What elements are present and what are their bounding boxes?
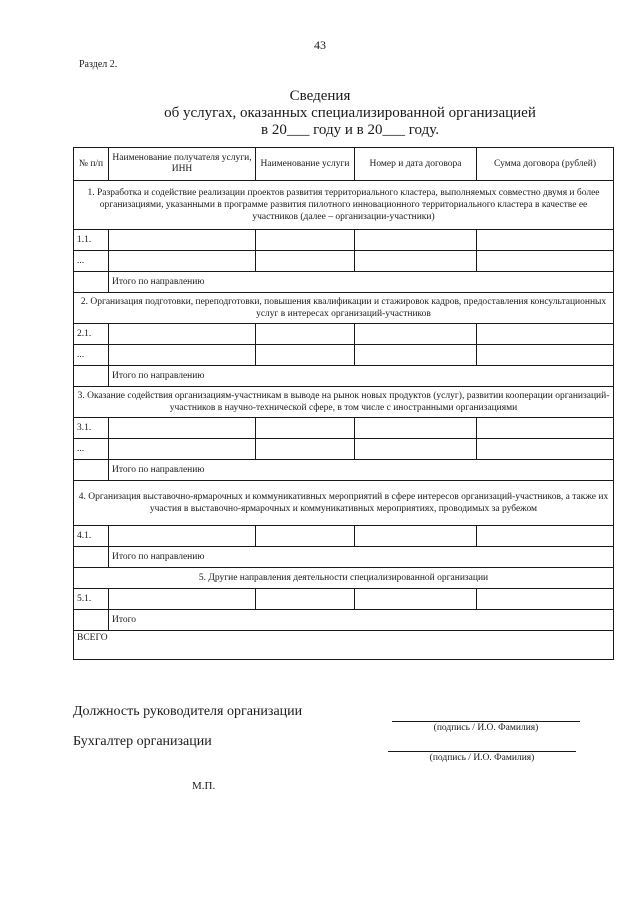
table-cell[interactable] [256, 418, 355, 439]
table-cell[interactable] [355, 589, 477, 610]
section-title: 5. Другие направления деятельности специализированной организации [74, 568, 614, 589]
table-cell[interactable] [477, 418, 614, 439]
table-row [74, 418, 614, 439]
total-label: Итого по направлению [109, 547, 614, 568]
table-cell[interactable] [109, 526, 256, 547]
section-title: 4. Организация выставочно-ярмарочных и коммуникативных мероприятий в сфере интересов организаций-участников, а также их участия в выставочно-ярмарочных и коммуникативных мероприятиях, проводимых за рубежом [74, 481, 614, 526]
table-cell[interactable] [355, 439, 477, 460]
section-label: Раздел 2. [79, 59, 118, 70]
section-row [74, 568, 614, 589]
table-row [74, 345, 614, 366]
table-row [74, 230, 614, 251]
table-cell[interactable] [256, 230, 355, 251]
table-cell[interactable] [355, 324, 477, 345]
title-line-2: об услугах, оказанных специализированной организацией [164, 105, 536, 121]
table-cell[interactable] [477, 345, 614, 366]
accountant-label: Бухгалтер организации [73, 734, 212, 749]
total-row [74, 272, 614, 293]
total-row [74, 460, 614, 481]
row-number: ... [74, 345, 109, 366]
page-number: 43 [314, 38, 326, 52]
section-title: 3. Оказание содействия организациям-участникам в выводе на рынок новых продуктов (услуг), развитии кооперации организаций-участников в научно-технической сфере, в том числе с иностранными организациями [74, 387, 614, 418]
section-row [74, 481, 614, 526]
total-label: Итого по направлению [109, 272, 614, 293]
table-cell[interactable] [109, 230, 256, 251]
table-cell [74, 272, 109, 293]
table-cell[interactable] [256, 324, 355, 345]
table-cell[interactable] [355, 526, 477, 547]
table-row [74, 526, 614, 547]
table-cell [74, 610, 109, 631]
table-cell[interactable] [355, 345, 477, 366]
table-cell[interactable] [109, 589, 256, 610]
table-row [74, 324, 614, 345]
total-row [74, 610, 614, 631]
head-signature-line[interactable] [392, 721, 580, 722]
row-number: 1.1. [74, 230, 109, 251]
table-cell[interactable] [109, 251, 256, 272]
table-cell[interactable] [109, 418, 256, 439]
section-title: 2. Организация подготовки, переподготовки, повышения квалификации и стажировок кадров, предоставления консультационных услуг в интересах организаций-участников [74, 293, 614, 324]
head-signature-caption: (подпись / И.О. Фамилия) [433, 723, 539, 733]
section-row [74, 181, 614, 230]
stamp-place-label: М.П. [192, 780, 216, 792]
section-row [74, 293, 614, 324]
total-label: Итого по направлению [109, 460, 614, 481]
table-cell[interactable] [109, 439, 256, 460]
header-amount: Сумма договора (рублей) [477, 148, 614, 181]
table-cell[interactable] [256, 439, 355, 460]
total-label: Итого по направлению [109, 366, 614, 387]
table-cell[interactable] [256, 345, 355, 366]
header-contract: Номер и дата договора [355, 148, 477, 181]
section-title: 1. Разработка и содействие реализации проектов развития территориального кластера, выполняемых совместно двумя и более организациями, указанными в программе развития пилотного инновационного территориального кластера в качестве ее участников (далее – организации-участники) [74, 181, 614, 230]
table-cell [74, 460, 109, 481]
title-line-1: Сведения [289, 88, 351, 104]
table-cell[interactable] [256, 526, 355, 547]
table-cell [74, 547, 109, 568]
title-line-3: в 20___ году и в 20___ году. [261, 122, 439, 138]
grand-total-row [74, 631, 614, 660]
row-number: 4.1. [74, 526, 109, 547]
table-cell[interactable] [109, 345, 256, 366]
table-cell[interactable] [477, 589, 614, 610]
document-title [0, 88, 640, 139]
table-row [74, 589, 614, 610]
table-cell[interactable] [477, 526, 614, 547]
table-cell[interactable] [477, 324, 614, 345]
header-recipient: Наименование получателя услуги, ИНН [109, 148, 256, 181]
table-cell[interactable] [355, 230, 477, 251]
grand-total-label: ВСЕГО [74, 631, 614, 660]
header-service: Наименование услуги [256, 148, 355, 181]
row-number: 5.1. [74, 589, 109, 610]
table-cell[interactable] [256, 589, 355, 610]
row-number: 2.1. [74, 324, 109, 345]
table-row [74, 251, 614, 272]
accountant-signature-caption: (подпись / И.О. Фамилия) [429, 753, 535, 763]
header-number: № п/п [74, 148, 109, 181]
table-cell[interactable] [477, 251, 614, 272]
table-cell [74, 366, 109, 387]
head-position-label: Должность руководителя организации [73, 704, 303, 719]
table-cell[interactable] [477, 230, 614, 251]
accountant-signature-line[interactable] [388, 751, 576, 752]
table-row [74, 439, 614, 460]
row-number: ... [74, 251, 109, 272]
total-row [74, 547, 614, 568]
table-header-row [74, 148, 614, 181]
total-row [74, 366, 614, 387]
table-cell[interactable] [477, 439, 614, 460]
table-cell[interactable] [256, 251, 355, 272]
total-label: Итого [109, 610, 614, 631]
table-cell[interactable] [109, 324, 256, 345]
services-table [73, 147, 614, 660]
table-cell[interactable] [355, 251, 477, 272]
row-number: 3.1. [74, 418, 109, 439]
table-cell[interactable] [355, 418, 477, 439]
section-row [74, 387, 614, 418]
row-number: ... [74, 439, 109, 460]
